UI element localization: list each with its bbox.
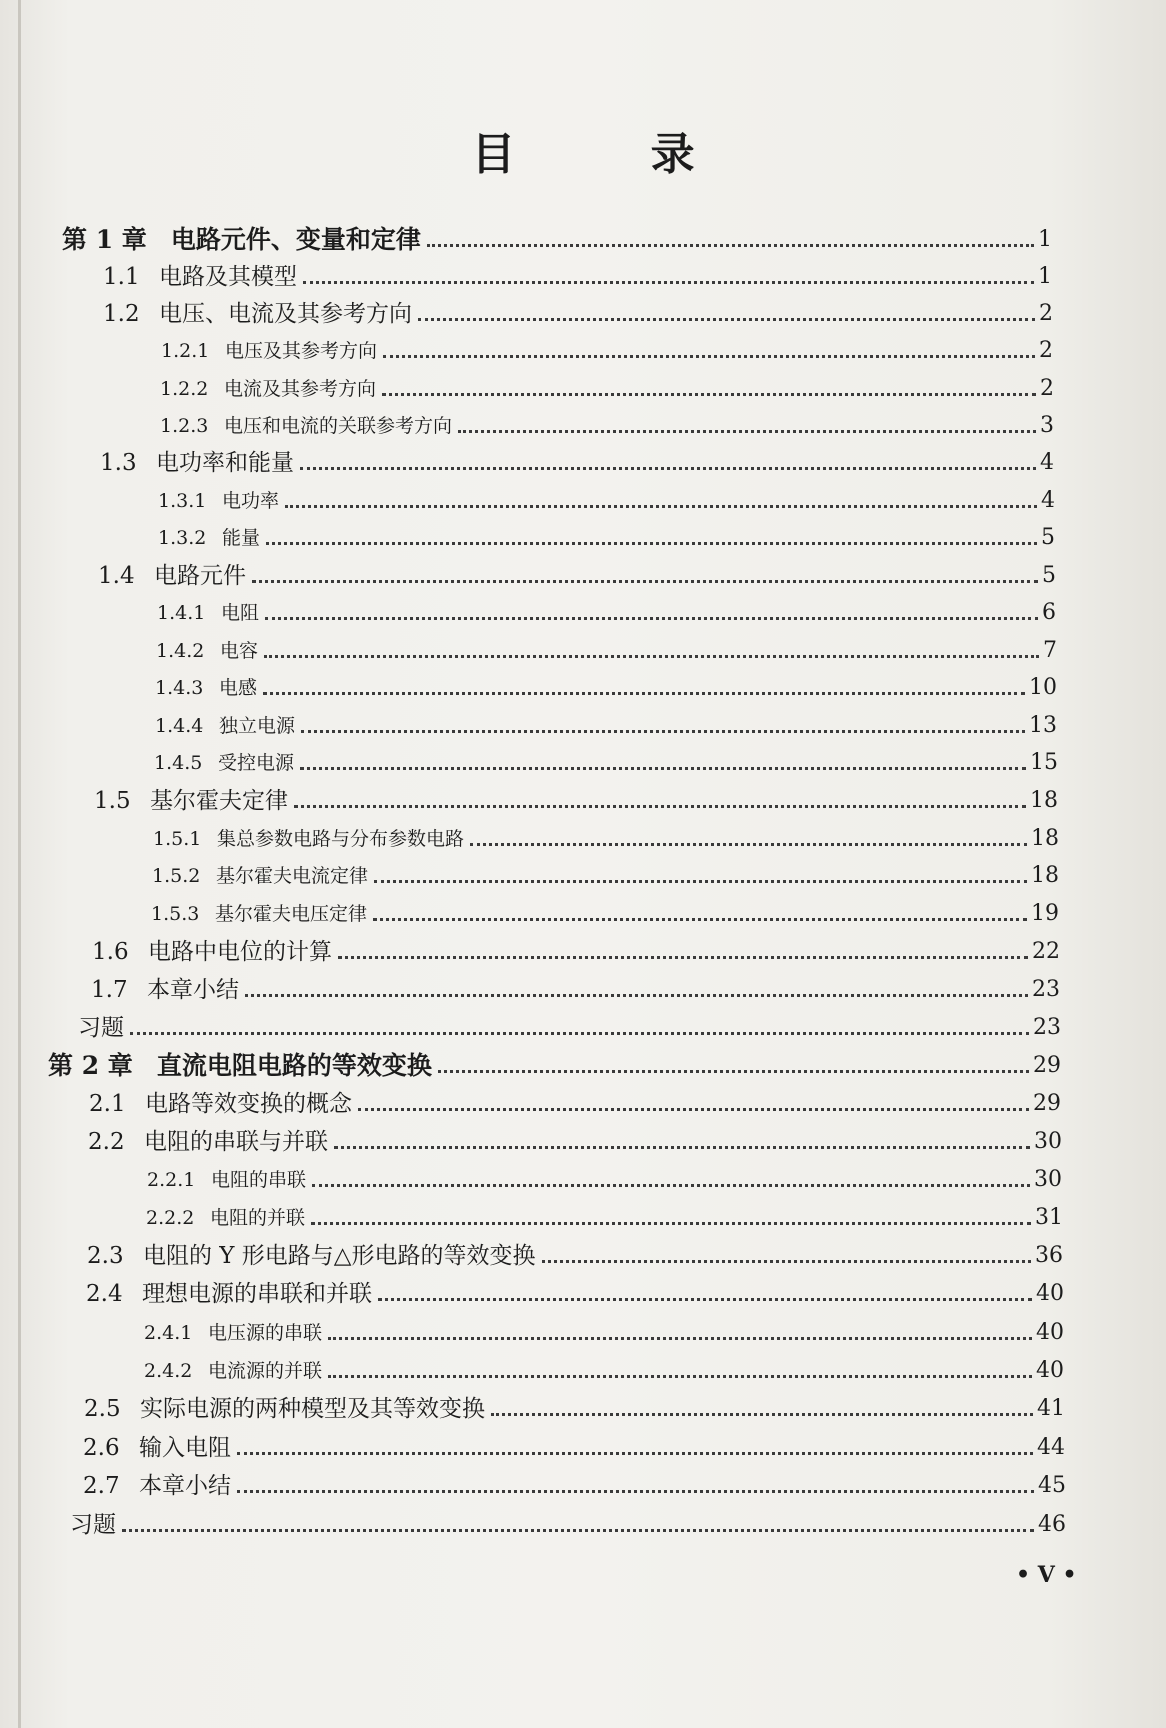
dot-leader xyxy=(300,767,1026,770)
toc-entry-title: 独立电源 xyxy=(219,715,296,737)
toc-entry-number: 1.2 xyxy=(103,301,140,327)
toc-entry xyxy=(146,1201,1063,1233)
toc-entry-page: 23 xyxy=(1032,977,1060,1002)
toc-entry-page: 23 xyxy=(1033,1015,1061,1040)
dot-leader xyxy=(383,355,1035,358)
toc-entry-page: 1 xyxy=(1038,227,1052,252)
toc-entry xyxy=(156,634,1057,666)
toc-entry xyxy=(160,372,1054,404)
toc-entry-page: 2 xyxy=(1040,376,1054,401)
toc-entry-number: 1.4.4 xyxy=(155,715,204,737)
toc-entry-page: 18 xyxy=(1031,826,1059,851)
toc-entry-page: 46 xyxy=(1038,1512,1066,1537)
dot-leader xyxy=(265,617,1038,620)
toc-entry-page: 22 xyxy=(1032,939,1060,964)
page-number: • V • xyxy=(1016,1562,1077,1588)
toc-entry-number: 1.4 xyxy=(98,563,135,589)
toc-entry xyxy=(161,334,1053,366)
toc-entry xyxy=(91,973,1060,1005)
toc-entry-number: 2.2.2 xyxy=(146,1207,195,1229)
toc-entry-page: 15 xyxy=(1030,750,1058,775)
toc-entry xyxy=(62,223,1052,255)
toc-entry-title: 电流及其参考方向 xyxy=(224,378,377,400)
toc-entry-number: 1.4.3 xyxy=(155,677,204,699)
dot-leader xyxy=(303,281,1034,284)
toc-entry-page: 41 xyxy=(1037,1396,1065,1421)
dot-leader xyxy=(130,1032,1029,1035)
toc-entry-title: 电路等效变换的概念 xyxy=(145,1091,352,1117)
toc-entry-page: 44 xyxy=(1037,1435,1065,1460)
toc-entry-page: 18 xyxy=(1030,788,1058,813)
toc-entry-page: 3 xyxy=(1040,413,1054,438)
toc-entry-page: 31 xyxy=(1035,1205,1063,1230)
toc-entry xyxy=(100,446,1054,478)
toc-entry-number: 1.4.5 xyxy=(154,752,203,774)
toc-entry-title: 电路中电位的计算 xyxy=(148,939,332,965)
dot-leader xyxy=(438,1070,1029,1073)
dot-leader xyxy=(458,430,1036,433)
toc-entry xyxy=(153,822,1059,854)
toc-entry-number: 1.5.3 xyxy=(151,903,200,925)
toc-entry xyxy=(94,784,1058,816)
toc-entry-title: 电阻的串联 xyxy=(211,1169,307,1191)
toc-entry xyxy=(88,1125,1062,1157)
toc-entry-page: 30 xyxy=(1034,1129,1062,1154)
toc-entry-title: 电感 xyxy=(219,677,258,699)
toc-entry-page: 1 xyxy=(1038,264,1052,289)
toc-entry-page: 5 xyxy=(1042,563,1056,588)
toc-entry-page: 40 xyxy=(1036,1281,1064,1306)
toc-entry-page: 18 xyxy=(1031,863,1059,888)
dot-leader xyxy=(542,1260,1032,1263)
toc-entry-number: 2.5 xyxy=(84,1396,121,1422)
toc-entry xyxy=(70,1508,1066,1540)
toc-entry-title: 实际电源的两种模型及其等效变换 xyxy=(140,1396,485,1422)
toc-entry-title: 电阻的串联与并联 xyxy=(144,1129,328,1155)
dot-leader xyxy=(373,918,1027,921)
dot-leader xyxy=(378,1298,1032,1301)
toc-entry-title: 电压及其参考方向 xyxy=(225,340,378,362)
toc-entry-title: 习题 xyxy=(70,1512,116,1538)
toc-entry-number: 1.4.2 xyxy=(156,640,205,662)
toc-entry-number: 2.4.1 xyxy=(144,1322,193,1344)
toc-entry-title: 电阻 xyxy=(221,602,260,624)
toc-entry-number: 2.4 xyxy=(86,1281,123,1307)
toc-entry-page: 2 xyxy=(1039,338,1053,363)
toc-entry-title: 输入电阻 xyxy=(139,1435,231,1461)
toc-entry-number: 1.7 xyxy=(91,977,128,1003)
dot-leader xyxy=(382,393,1036,396)
toc-entry-title: 电流源的并联 xyxy=(208,1360,323,1382)
toc-entry-title: 集总参数电路与分布参数电路 xyxy=(217,828,465,850)
dot-leader xyxy=(427,244,1034,247)
dot-leader xyxy=(311,1222,1031,1225)
toc-entry xyxy=(144,1354,1064,1386)
toc-entry-title: 本章小结 xyxy=(147,977,239,1003)
toc-entry-number: 第 1 章 xyxy=(62,225,147,254)
toc-entry-title: 本章小结 xyxy=(139,1473,231,1499)
toc-entry xyxy=(157,596,1056,628)
toc-entry-page: 40 xyxy=(1036,1358,1064,1383)
toc-entry xyxy=(152,859,1059,891)
dot-leader xyxy=(491,1413,1033,1416)
toc-entry-title: 电压源的串联 xyxy=(208,1322,323,1344)
toc-entry-number: 1.5 xyxy=(94,788,131,814)
toc-entry xyxy=(147,1163,1062,1195)
dot-leader xyxy=(328,1337,1032,1340)
toc-entry-number: 1.5.1 xyxy=(153,828,202,850)
toc-entry-title: 电阻的并联 xyxy=(210,1207,306,1229)
toc-entry-page: 29 xyxy=(1033,1091,1061,1116)
toc-entry-page: 19 xyxy=(1031,901,1059,926)
toc-entry-title: 基尔霍夫定律 xyxy=(150,788,288,814)
page-edge xyxy=(18,0,21,1728)
dot-leader xyxy=(266,542,1037,545)
toc-entry xyxy=(103,297,1053,329)
toc-entry-page: 6 xyxy=(1042,600,1056,625)
toc-entry xyxy=(155,671,1057,703)
toc-entry-title: 基尔霍夫电流定律 xyxy=(216,865,369,887)
toc-entry xyxy=(160,409,1054,441)
toc-entry-page: 30 xyxy=(1034,1167,1062,1192)
dot-leader xyxy=(418,318,1035,321)
toc-entry-number: 1.5.2 xyxy=(152,865,201,887)
toc-entry-number: 2.1 xyxy=(89,1091,126,1117)
toc-entry xyxy=(83,1469,1066,1501)
dot-leader xyxy=(300,467,1036,470)
toc-entry-number: 1.2.1 xyxy=(161,340,210,362)
toc-entry-title: 受控电源 xyxy=(218,752,295,774)
toc-entry-number: 1.1 xyxy=(103,264,140,290)
toc-entry xyxy=(48,1049,1061,1081)
toc-entry-page: 40 xyxy=(1036,1320,1064,1345)
toc-entry-page: 10 xyxy=(1029,675,1057,700)
dot-leader xyxy=(328,1375,1032,1378)
toc-entry-page: 5 xyxy=(1041,525,1055,550)
toc-entry xyxy=(158,521,1055,553)
toc-entry-page: 36 xyxy=(1035,1243,1063,1268)
dot-leader xyxy=(245,994,1028,997)
dot-leader xyxy=(237,1452,1033,1455)
toc-entry-number: 1.3.2 xyxy=(158,527,207,549)
toc-entry-title: 能量 xyxy=(222,527,261,549)
toc-entry-number: 1.3.1 xyxy=(158,490,207,512)
toc-entry xyxy=(155,709,1057,741)
toc-entry xyxy=(158,484,1055,516)
toc-entry-number: 1.2.3 xyxy=(160,415,209,437)
toc-entry-number: 2.3 xyxy=(87,1243,124,1269)
toc-entry-page: 29 xyxy=(1033,1053,1061,1078)
toc-entry xyxy=(83,1431,1065,1463)
dot-leader xyxy=(358,1108,1029,1111)
toc-entry-number: 2.2.1 xyxy=(147,1169,196,1191)
toc-entry xyxy=(89,1087,1061,1119)
dot-leader xyxy=(237,1490,1034,1493)
toc-entry xyxy=(151,897,1059,929)
toc-entry-page: 45 xyxy=(1038,1473,1066,1498)
toc-entry-page: 2 xyxy=(1039,301,1053,326)
toc-entry-number: 1.4.1 xyxy=(157,602,206,624)
dot-leader xyxy=(374,880,1027,883)
dot-leader xyxy=(285,505,1037,508)
toc-entry xyxy=(98,559,1056,591)
dot-leader xyxy=(301,730,1025,733)
toc-entry xyxy=(92,935,1060,967)
toc-entry-page: 4 xyxy=(1041,488,1055,513)
toc-entry xyxy=(103,260,1052,292)
toc-entry xyxy=(144,1316,1064,1348)
dot-leader xyxy=(252,580,1038,583)
toc-entry xyxy=(78,1011,1061,1043)
toc-entry xyxy=(154,746,1058,778)
toc-entry-title: 电功率和能量 xyxy=(156,450,294,476)
dot-leader xyxy=(294,805,1026,808)
dot-leader xyxy=(263,692,1025,695)
toc-entry-title: 电压、电流及其参考方向 xyxy=(159,301,412,327)
toc-entry-number: 2.6 xyxy=(83,1435,120,1461)
toc-entry xyxy=(87,1239,1063,1271)
toc-entry-number: 2.4.2 xyxy=(144,1360,193,1382)
dot-leader xyxy=(264,655,1039,658)
toc-entry-number: 2.2 xyxy=(88,1129,125,1155)
dot-leader xyxy=(312,1184,1030,1187)
toc-entry xyxy=(86,1277,1064,1309)
toc-entry-number: 1.3 xyxy=(100,450,137,476)
dot-leader xyxy=(334,1146,1030,1149)
toc-entry-number: 1.2.2 xyxy=(160,378,209,400)
dot-leader xyxy=(338,956,1028,959)
toc-entry-title: 电容 xyxy=(220,640,259,662)
toc-entry-title: 电压和电流的关联参考方向 xyxy=(224,415,453,437)
toc-entry-title: 电功率 xyxy=(222,490,280,512)
toc-entry xyxy=(84,1392,1065,1424)
page-title: 目 录 xyxy=(471,129,755,180)
toc-entry-page: 4 xyxy=(1040,450,1054,475)
toc-entry-title: 理想电源的串联和并联 xyxy=(142,1281,372,1307)
dot-leader xyxy=(122,1529,1034,1532)
dot-leader xyxy=(470,843,1027,846)
toc-entry-number: 2.7 xyxy=(83,1473,120,1499)
toc-entry-title: 基尔霍夫电压定律 xyxy=(215,903,368,925)
toc-entry-title: 习题 xyxy=(78,1015,124,1041)
toc-entry-page: 13 xyxy=(1029,713,1057,738)
toc-entry-number: 1.6 xyxy=(92,939,129,965)
toc-entry-title: 电路元件 xyxy=(154,563,246,589)
toc-entry-title: 电阻的 Y 形电路与△形电路的等效变换 xyxy=(143,1243,536,1269)
toc-entry-title: 电路及其模型 xyxy=(159,264,297,290)
toc-entry-title: 电路元件、变量和定律 xyxy=(170,225,421,254)
toc-entry-number: 第 2 章 xyxy=(48,1051,133,1080)
toc-entry-page: 7 xyxy=(1043,638,1057,663)
toc-entry-title: 直流电阻电路的等效变换 xyxy=(156,1051,432,1080)
